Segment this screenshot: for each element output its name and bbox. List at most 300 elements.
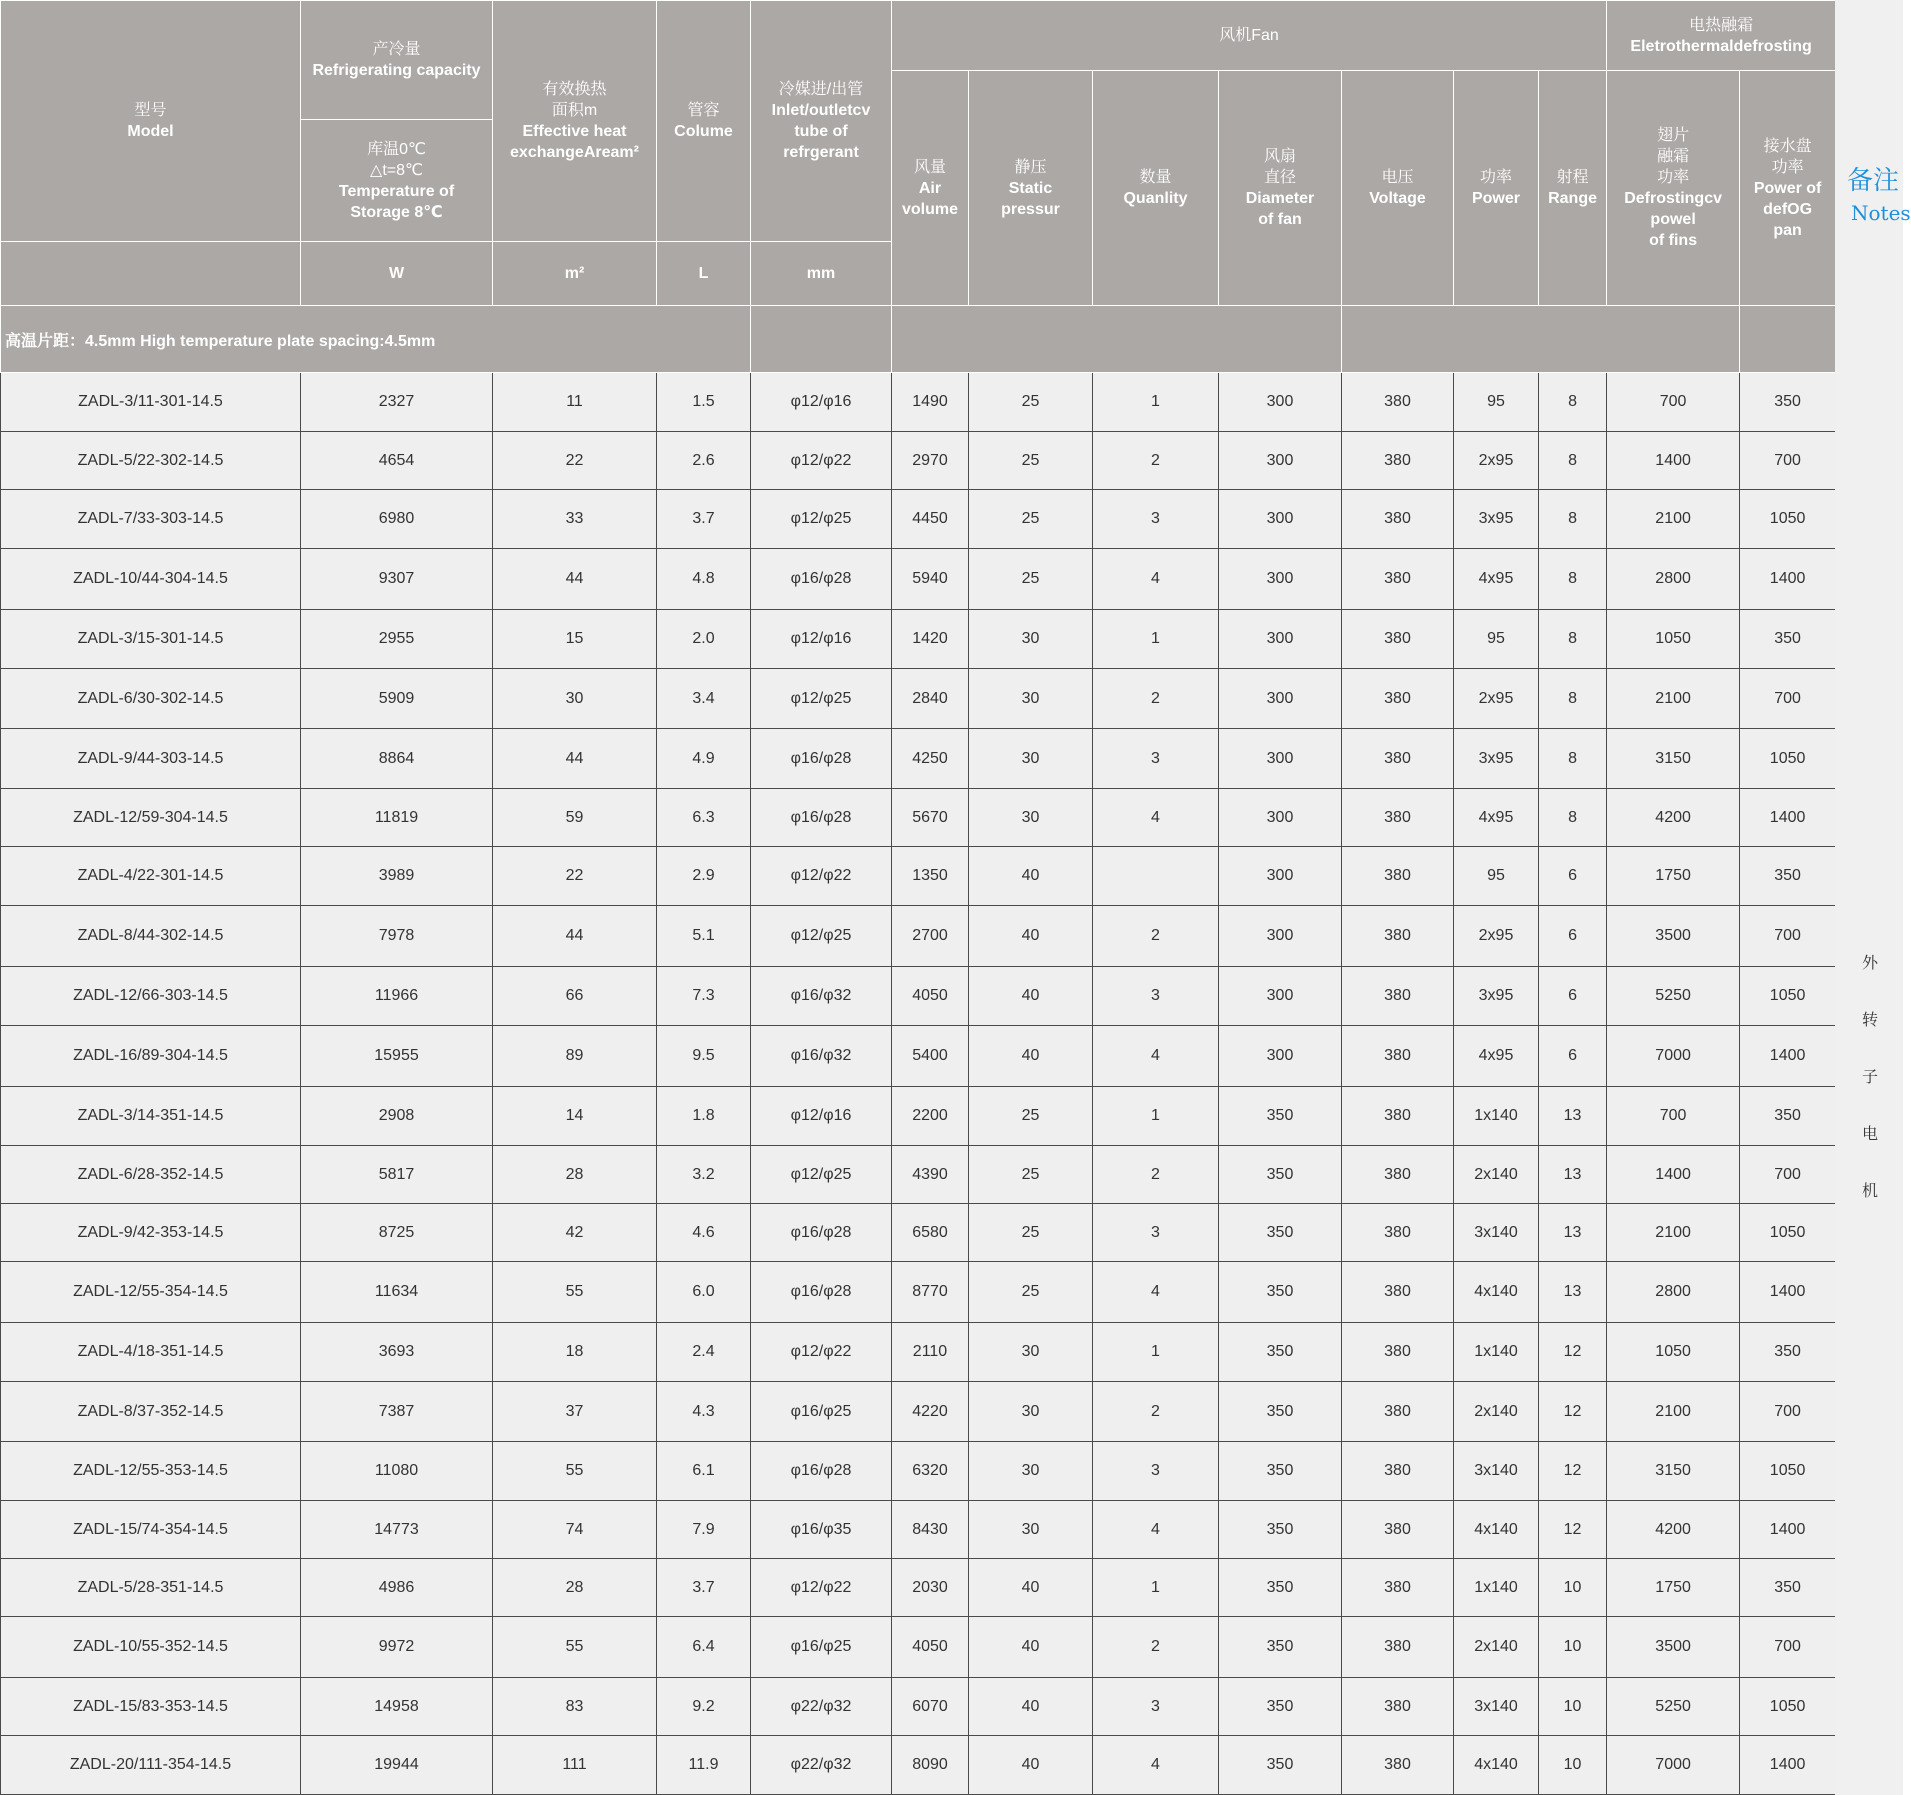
cell-fin-power: 700	[1607, 1087, 1740, 1146]
cell-range: 10	[1539, 1678, 1607, 1736]
cell-area: 33	[493, 490, 657, 549]
cell-tube: φ16/φ25	[751, 1382, 892, 1442]
cell-quantity	[1093, 847, 1219, 906]
cell-model: ZADL-9/42-353-14.5	[1, 1204, 301, 1262]
cell-capacity: 8864	[301, 729, 493, 789]
cell-power: 95	[1454, 610, 1539, 669]
cell-range: 8	[1539, 669, 1607, 729]
cell-volume: 4.9	[657, 729, 751, 789]
cell-model: ZADL-4/22-301-14.5	[1, 847, 301, 906]
header-model-zh: 型号	[134, 102, 167, 119]
header-fin-power-zh3: 功率	[1657, 169, 1690, 186]
cell-area: 15	[493, 610, 657, 669]
cell-pan-power: 1050	[1740, 490, 1836, 549]
cell-range: 6	[1539, 906, 1607, 967]
cell-power: 4x140	[1454, 1262, 1539, 1323]
header-air-en1: Air	[918, 179, 942, 197]
section-cell-pan	[1740, 306, 1836, 373]
cell-air: 2030	[892, 1559, 969, 1617]
table-row	[1, 373, 1836, 432]
cell-voltage: 380	[1342, 1501, 1454, 1559]
cell-power: 3x95	[1454, 490, 1539, 549]
cell-static: 25	[969, 373, 1093, 432]
cell-area: 30	[493, 669, 657, 729]
cell-quantity: 3	[1093, 490, 1219, 549]
cell-quantity: 2	[1093, 1617, 1219, 1678]
cell-model: ZADL-12/59-304-14.5	[1, 789, 301, 847]
cell-power: 1x140	[1454, 1323, 1539, 1382]
cell-range: 13	[1539, 1204, 1607, 1262]
cell-air: 2840	[892, 669, 969, 729]
cell-pan-power: 700	[1740, 1146, 1836, 1204]
cell-range: 10	[1539, 1736, 1607, 1795]
cell-quantity: 1	[1093, 1559, 1219, 1617]
cell-fin-power: 2800	[1607, 549, 1740, 610]
cell-voltage: 380	[1342, 1026, 1454, 1087]
cell-static: 30	[969, 610, 1093, 669]
cell-fin-power: 1400	[1607, 1146, 1740, 1204]
cell-area: 28	[493, 1559, 657, 1617]
unit-tube: mm	[751, 242, 892, 306]
cell-quantity: 2	[1093, 1146, 1219, 1204]
cell-tube: φ12/φ16	[751, 1087, 892, 1146]
cell-pan-power: 1050	[1740, 1678, 1836, 1736]
table-row	[1, 789, 1836, 847]
cell-voltage: 380	[1342, 373, 1454, 432]
cell-model: ZADL-7/33-303-14.5	[1, 490, 301, 549]
unit-area: m²	[493, 242, 657, 306]
cell-fin-power: 2800	[1607, 1262, 1740, 1323]
header-defrost-zh: 电热融霜	[1689, 16, 1754, 34]
cell-power: 4x140	[1454, 1736, 1539, 1795]
cell-quantity: 1	[1093, 1323, 1219, 1382]
cell-range: 12	[1539, 1323, 1607, 1382]
cell-tube: φ12/φ22	[751, 847, 892, 906]
table-row	[1, 669, 1836, 729]
header-defrost-group	[1607, 1, 1836, 71]
section-cell-fan-a	[892, 306, 1342, 373]
cell-range: 8	[1539, 729, 1607, 789]
cell-quantity: 3	[1093, 1442, 1219, 1501]
cell-quantity: 1	[1093, 1087, 1219, 1146]
cell-air: 2700	[892, 906, 969, 967]
cell-range: 8	[1539, 610, 1607, 669]
header-fin-power-en1: Defrostingcv	[1624, 190, 1722, 207]
header-range-zh: 射程	[1556, 169, 1589, 186]
cell-diameter: 300	[1219, 789, 1342, 847]
cell-voltage: 380	[1342, 967, 1454, 1026]
cell-area: 22	[493, 432, 657, 490]
cell-quantity: 4	[1093, 1501, 1219, 1559]
cell-capacity: 5909	[301, 669, 493, 729]
cell-static: 30	[969, 729, 1093, 789]
cell-area: 89	[493, 1026, 657, 1087]
cell-fin-power: 1050	[1607, 610, 1740, 669]
cell-area: 28	[493, 1146, 657, 1204]
cell-volume: 3.2	[657, 1146, 751, 1204]
cell-range: 13	[1539, 1146, 1607, 1204]
cell-air: 5400	[892, 1026, 969, 1087]
notes-heading	[1847, 160, 1911, 225]
header-quantity	[1093, 71, 1219, 306]
cell-pan-power: 1050	[1740, 1442, 1836, 1501]
cell-diameter: 300	[1219, 729, 1342, 789]
cell-area: 44	[493, 729, 657, 789]
cell-volume: 1.8	[657, 1087, 751, 1146]
cell-tube: φ22/φ32	[751, 1736, 892, 1795]
cell-fin-power: 2100	[1607, 490, 1740, 549]
cell-static: 30	[969, 1442, 1093, 1501]
cell-pan-power: 1400	[1740, 1026, 1836, 1087]
cell-static: 40	[969, 906, 1093, 967]
cell-power: 4x95	[1454, 789, 1539, 847]
table-row	[1, 1501, 1836, 1559]
cell-power: 2x95	[1454, 432, 1539, 490]
cell-power: 4x95	[1454, 549, 1539, 610]
data-rows	[1, 373, 1836, 1795]
cell-volume: 2.0	[657, 610, 751, 669]
cell-model: ZADL-8/44-302-14.5	[1, 906, 301, 967]
cell-pan-power: 350	[1740, 1559, 1836, 1617]
cell-model: ZADL-8/37-352-14.5	[1, 1382, 301, 1442]
header-pan-power-zh2: 功率	[1771, 158, 1804, 176]
cell-model: ZADL-20/111-354-14.5	[1, 1736, 301, 1795]
header-voltage-zh: 电压	[1381, 169, 1414, 186]
motor-note-char: 外	[1861, 955, 1878, 972]
cell-voltage: 380	[1342, 1617, 1454, 1678]
cell-static: 30	[969, 1501, 1093, 1559]
cell-diameter: 350	[1219, 1146, 1342, 1204]
cell-diameter: 350	[1219, 1559, 1342, 1617]
cell-diameter: 300	[1219, 967, 1342, 1026]
header-volume-zh: 管容	[687, 102, 720, 119]
cell-static: 25	[969, 549, 1093, 610]
cell-quantity: 2	[1093, 906, 1219, 967]
cell-tube: φ16/φ32	[751, 1026, 892, 1087]
cell-tube: φ22/φ32	[751, 1678, 892, 1736]
cell-quantity: 2	[1093, 432, 1219, 490]
header-tube-en1: Inlet/outletcv	[771, 102, 871, 119]
cell-range: 12	[1539, 1442, 1607, 1501]
cell-capacity: 4654	[301, 432, 493, 490]
cell-voltage: 380	[1342, 1678, 1454, 1736]
cell-diameter: 350	[1219, 1087, 1342, 1146]
cell-power: 2x140	[1454, 1382, 1539, 1442]
cell-area: 44	[493, 549, 657, 610]
cell-area: 22	[493, 847, 657, 906]
header-air	[892, 71, 969, 306]
table-row	[1, 1146, 1836, 1204]
cell-pan-power: 700	[1740, 1617, 1836, 1678]
cell-capacity: 15955	[301, 1026, 493, 1087]
cell-air: 8090	[892, 1736, 969, 1795]
cell-power: 2x140	[1454, 1146, 1539, 1204]
cell-fin-power: 5250	[1607, 967, 1740, 1026]
cell-diameter: 350	[1219, 1501, 1342, 1559]
motor-note-char: 转	[1861, 1012, 1878, 1029]
cell-tube: φ16/φ28	[751, 1442, 892, 1501]
cell-diameter: 350	[1219, 1442, 1342, 1501]
table-row	[1, 1382, 1836, 1442]
cell-air: 4050	[892, 1617, 969, 1678]
cell-pan-power: 1400	[1740, 1736, 1836, 1795]
cell-static: 25	[969, 1262, 1093, 1323]
cell-volume: 3.7	[657, 1559, 751, 1617]
cell-static: 30	[969, 1382, 1093, 1442]
cell-capacity: 2955	[301, 610, 493, 669]
cell-model: ZADL-15/74-354-14.5	[1, 1501, 301, 1559]
cell-volume: 7.9	[657, 1501, 751, 1559]
notes-label-en: Notes	[1851, 201, 1911, 225]
cell-range: 8	[1539, 432, 1607, 490]
cell-volume: 2.6	[657, 432, 751, 490]
cell-voltage: 380	[1342, 1382, 1454, 1442]
cell-voltage: 380	[1342, 906, 1454, 967]
cell-range: 8	[1539, 373, 1607, 432]
cell-quantity: 3	[1093, 967, 1219, 1026]
cell-voltage: 380	[1342, 669, 1454, 729]
header-pan-power-en1: Power of	[1753, 179, 1822, 197]
cell-model: ZADL-3/11-301-14.5	[1, 373, 301, 432]
cell-voltage: 380	[1342, 610, 1454, 669]
cell-tube: φ12/φ25	[751, 1146, 892, 1204]
cell-fin-power: 1750	[1607, 847, 1740, 906]
cell-area: 14	[493, 1087, 657, 1146]
cell-voltage: 380	[1342, 1559, 1454, 1617]
cell-model: ZADL-6/28-352-14.5	[1, 1146, 301, 1204]
cell-air: 4050	[892, 967, 969, 1026]
cell-static: 25	[969, 1204, 1093, 1262]
cell-fin-power: 2100	[1607, 1382, 1740, 1442]
header-range-en: Range	[1548, 190, 1597, 207]
unit-volume: L	[657, 242, 751, 306]
motor-note-char: 子	[1861, 1069, 1878, 1086]
cell-area: 11	[493, 373, 657, 432]
cell-model: ZADL-5/22-302-14.5	[1, 432, 301, 490]
cell-quantity: 4	[1093, 1262, 1219, 1323]
cell-quantity: 1	[1093, 610, 1219, 669]
header-area	[493, 1, 657, 242]
cell-model: ZADL-3/15-301-14.5	[1, 610, 301, 669]
cell-fin-power: 4200	[1607, 789, 1740, 847]
cell-tube: φ16/φ28	[751, 1262, 892, 1323]
cell-range: 8	[1539, 789, 1607, 847]
header-pan-power-en2: defOG	[1763, 200, 1813, 218]
cell-area: 55	[493, 1442, 657, 1501]
header-volume-en: Colume	[674, 123, 733, 140]
cell-range: 6	[1539, 1026, 1607, 1087]
cell-range: 8	[1539, 549, 1607, 610]
cell-air: 1350	[892, 847, 969, 906]
cell-tube: φ12/φ25	[751, 669, 892, 729]
cell-model: ZADL-5/28-351-14.5	[1, 1559, 301, 1617]
table-row	[1, 549, 1836, 610]
cell-capacity: 7387	[301, 1382, 493, 1442]
cell-voltage: 380	[1342, 1323, 1454, 1382]
header-condition-zh2: △t=8℃	[370, 161, 423, 179]
cell-model: ZADL-6/30-302-14.5	[1, 669, 301, 729]
cell-tube: φ12/φ25	[751, 906, 892, 967]
table-row	[1, 1262, 1836, 1323]
cell-voltage: 380	[1342, 1736, 1454, 1795]
cell-model: ZADL-12/66-303-14.5	[1, 967, 301, 1026]
cell-capacity: 11080	[301, 1442, 493, 1501]
header-fin-power-zh2: 融霜	[1657, 148, 1690, 165]
cell-pan-power: 350	[1740, 1323, 1836, 1382]
table-row	[1, 1678, 1836, 1736]
cell-voltage: 380	[1342, 729, 1454, 789]
cell-model: ZADL-9/44-303-14.5	[1, 729, 301, 789]
cell-voltage: 380	[1342, 1087, 1454, 1146]
header-quantity-zh: 数量	[1139, 169, 1172, 186]
cell-volume: 7.3	[657, 967, 751, 1026]
cell-static: 40	[969, 967, 1093, 1026]
header-air-zh: 风量	[913, 158, 946, 176]
cell-fin-power: 3150	[1607, 729, 1740, 789]
cell-range: 8	[1539, 490, 1607, 549]
cell-model: ZADL-15/83-353-14.5	[1, 1678, 301, 1736]
cell-power: 95	[1454, 847, 1539, 906]
cell-air: 6070	[892, 1678, 969, 1736]
cell-volume: 4.8	[657, 549, 751, 610]
cell-pan-power: 350	[1740, 847, 1836, 906]
cell-tube: φ12/φ22	[751, 1323, 892, 1382]
table-row	[1, 1026, 1836, 1087]
cell-air: 2200	[892, 1087, 969, 1146]
header-tube	[751, 1, 892, 242]
motor-note-char: 机	[1861, 1183, 1878, 1200]
header-defrost-en: Eletrothermaldefrosting	[1630, 37, 1812, 55]
units-model-blank	[1, 242, 301, 306]
cell-static: 30	[969, 1323, 1093, 1382]
header-tube-zh: 冷媒进/出管	[778, 81, 864, 98]
cell-tube: φ16/φ28	[751, 729, 892, 789]
cell-power: 3x140	[1454, 1678, 1539, 1736]
cell-fin-power: 2100	[1607, 669, 1740, 729]
cell-pan-power: 1050	[1740, 1204, 1836, 1262]
cell-range: 10	[1539, 1617, 1607, 1678]
cell-volume: 4.3	[657, 1382, 751, 1442]
cell-volume: 6.0	[657, 1262, 751, 1323]
cell-voltage: 380	[1342, 789, 1454, 847]
cell-area: 55	[493, 1617, 657, 1678]
cell-tube: φ12/φ16	[751, 373, 892, 432]
cell-tube: φ16/φ32	[751, 967, 892, 1026]
table-row	[1, 1204, 1836, 1262]
cell-power: 1x140	[1454, 1087, 1539, 1146]
header-diameter-zh2: 直径	[1263, 169, 1296, 186]
cell-capacity: 11819	[301, 789, 493, 847]
cell-diameter: 350	[1219, 1382, 1342, 1442]
cell-air: 2970	[892, 432, 969, 490]
cell-quantity: 4	[1093, 1026, 1219, 1087]
cell-power: 3x95	[1454, 729, 1539, 789]
cell-capacity: 14958	[301, 1678, 493, 1736]
cell-diameter: 350	[1219, 1678, 1342, 1736]
cell-volume: 6.1	[657, 1442, 751, 1501]
cell-air: 2110	[892, 1323, 969, 1382]
header-pan-power	[1740, 71, 1836, 306]
cell-capacity: 2327	[301, 373, 493, 432]
cell-fin-power: 7000	[1607, 1736, 1740, 1795]
cell-capacity: 11966	[301, 967, 493, 1026]
header-diameter	[1219, 71, 1342, 306]
table-row	[1, 729, 1836, 789]
header-static-en1: Static	[1008, 179, 1053, 197]
header-static	[969, 71, 1093, 306]
header-condition-en1: Temperature of	[338, 182, 455, 200]
cell-voltage: 380	[1342, 549, 1454, 610]
header-area-zh1: 有效换热	[542, 81, 607, 98]
cell-capacity: 3693	[301, 1323, 493, 1382]
cell-pan-power: 350	[1740, 373, 1836, 432]
cell-capacity: 2908	[301, 1087, 493, 1146]
cell-power: 3x140	[1454, 1442, 1539, 1501]
header-fin-power-en2: powel	[1650, 211, 1696, 228]
cell-capacity: 19944	[301, 1736, 493, 1795]
header-tube-en3: refrgerant	[783, 144, 859, 161]
cell-pan-power: 1400	[1740, 1501, 1836, 1559]
cell-tube: φ12/φ22	[751, 432, 892, 490]
cell-pan-power: 350	[1740, 1087, 1836, 1146]
cell-capacity: 5817	[301, 1146, 493, 1204]
cell-capacity: 7978	[301, 906, 493, 967]
table-row	[1, 1323, 1836, 1382]
cell-static: 25	[969, 1146, 1093, 1204]
cell-air: 8430	[892, 1501, 969, 1559]
cell-capacity: 9972	[301, 1617, 493, 1678]
cell-pan-power: 700	[1740, 906, 1836, 967]
notes-label-zh: 备注	[1847, 166, 1900, 196]
cell-power: 3x140	[1454, 1204, 1539, 1262]
cell-static: 40	[969, 1617, 1093, 1678]
cell-volume: 5.1	[657, 906, 751, 967]
cell-model: ZADL-3/14-351-14.5	[1, 1087, 301, 1146]
cell-tube: φ12/φ16	[751, 610, 892, 669]
cell-volume: 11.9	[657, 1736, 751, 1795]
header-voltage	[1342, 71, 1454, 306]
table-row	[1, 906, 1836, 967]
cell-range: 10	[1539, 1559, 1607, 1617]
cell-air: 1420	[892, 610, 969, 669]
cell-diameter: 350	[1219, 1617, 1342, 1678]
cell-tube: φ16/φ28	[751, 789, 892, 847]
cell-area: 59	[493, 789, 657, 847]
cell-quantity: 2	[1093, 1382, 1219, 1442]
header-quantity-en: Quanlity	[1123, 190, 1188, 207]
cell-voltage: 380	[1342, 490, 1454, 549]
cell-power: 4x95	[1454, 1026, 1539, 1087]
cell-fin-power: 1750	[1607, 1559, 1740, 1617]
header-condition-zh1: 库温0℃	[367, 140, 426, 158]
cell-diameter: 300	[1219, 1026, 1342, 1087]
cell-diameter: 350	[1219, 1204, 1342, 1262]
cell-air: 1490	[892, 373, 969, 432]
cell-power: 2x95	[1454, 669, 1539, 729]
cell-volume: 3.7	[657, 490, 751, 549]
cell-fin-power: 5250	[1607, 1678, 1740, 1736]
cell-volume: 9.5	[657, 1026, 751, 1087]
cell-pan-power: 1400	[1740, 1262, 1836, 1323]
section-cell-fan-b	[1342, 306, 1740, 373]
cell-tube: φ16/φ35	[751, 1501, 892, 1559]
table-row	[1, 1617, 1836, 1678]
cell-diameter: 300	[1219, 906, 1342, 967]
cell-tube: φ12/φ22	[751, 1559, 892, 1617]
cell-capacity: 3989	[301, 847, 493, 906]
header-voltage-en: Voltage	[1369, 190, 1426, 207]
section-label: 高温片距：4.5mm High temperature plate spacing:4.5mm	[1, 306, 751, 373]
